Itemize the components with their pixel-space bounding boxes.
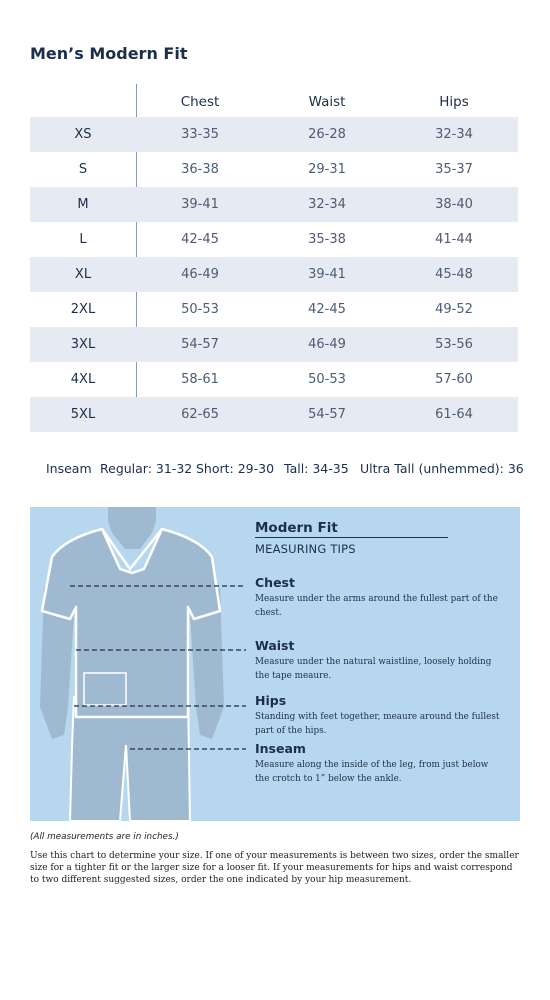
inseam-ultra-tall: Ultra Tall (unhemmed): 36 [360,461,524,476]
waist-value: 26-28 [308,127,346,142]
inseam-short: Short: 29-30 [196,461,275,476]
table-row [30,292,518,327]
table-row [30,257,518,292]
table-row [30,117,518,152]
chest-value: 36-38 [181,162,219,177]
table-row [30,152,518,187]
table-row [30,222,518,257]
size-label: S [78,162,88,177]
hips-value: 35-37 [435,162,473,177]
table-header-row [30,84,518,117]
tips-subtitle: MEASURING TIPS [255,542,356,556]
chest-value: 42-45 [181,232,219,247]
tip-text-chest: Measure under the arms around the fullest part of the chest. [255,594,498,618]
tip-heading-waist: Waist [255,638,295,653]
hips-value: 41-44 [435,232,473,247]
tips-title-underline [255,537,448,538]
chest-value: 46-49 [181,267,219,282]
waist-value: 42-45 [308,302,346,317]
tip-heading-hips: Hips [255,693,287,708]
tip-text-hips: Standing with feet together, meaure around the fullest part of the hips. [255,712,500,736]
hips-value: 61-64 [435,407,473,422]
table-row [30,187,518,222]
hips-value: 57-60 [435,372,473,387]
tips-title: Modern Fit [255,520,338,536]
hips-value: 45-48 [435,267,473,282]
page-title: Men’s Modern Fit [30,44,188,63]
size-label: M [77,197,89,212]
size-label: 4XL [70,372,96,387]
tip-text-waist: Measure under the natural waistline, loosely holding the tape meaure. [255,657,492,681]
chest-value: 39-41 [181,197,219,212]
inseam-tall: Tall: 34-35 [284,461,349,476]
waist-value: 32-34 [308,197,346,212]
header-waist: Waist [308,94,346,110]
waist-value: 29-31 [308,162,346,177]
chest-value: 58-61 [181,372,219,387]
hips-value: 49-52 [435,302,473,317]
hips-value: 38-40 [435,197,473,212]
tip-text-inseam: Measure along the inside of the leg, from just below the crotch to 1” below the ankle. [255,760,489,784]
waist-value: 50-53 [308,372,346,387]
measuring-tips-panel [30,507,520,821]
sizing-instructions: Use this chart to determine your size. If one of your measurements is between two sizes, order the smaller size for a tighter fit or the larger size for a looser fit. If your measurements for hips and waist correspond to two different suggested sizes, order the one indicated by your hip measurement. [30,851,519,885]
header-chest: Chest [180,94,220,110]
header-hips: Hips [439,94,469,110]
chest-value: 54-57 [181,337,219,352]
inseam-label: Inseam [46,461,92,476]
size-chart-table [30,84,518,432]
waist-value: 54-57 [308,407,346,422]
chest-value: 33-35 [181,127,219,142]
inseam-regular: Regular: 31-32 [100,461,193,476]
size-label: 2XL [70,302,96,317]
size-label: L [79,232,87,247]
tip-heading-inseam: Inseam [255,741,306,756]
tip-heading-chest: Chest [255,575,295,590]
table-row [30,397,518,432]
table-row [30,362,518,397]
size-label: XS [74,127,92,142]
waist-value: 46-49 [308,337,346,352]
waist-value: 39-41 [308,267,346,282]
hips-value: 53-56 [435,337,473,352]
chest-value: 62-65 [181,407,219,422]
hips-value: 32-34 [435,127,473,142]
size-label: 3XL [70,337,96,352]
chest-value: 50-53 [181,302,219,317]
size-label: 5XL [70,407,96,422]
measurement-units-note: (All measurements are in inches.) [30,832,179,842]
size-label: XL [74,267,92,282]
waist-value: 35-38 [308,232,346,247]
table-row [30,327,518,362]
